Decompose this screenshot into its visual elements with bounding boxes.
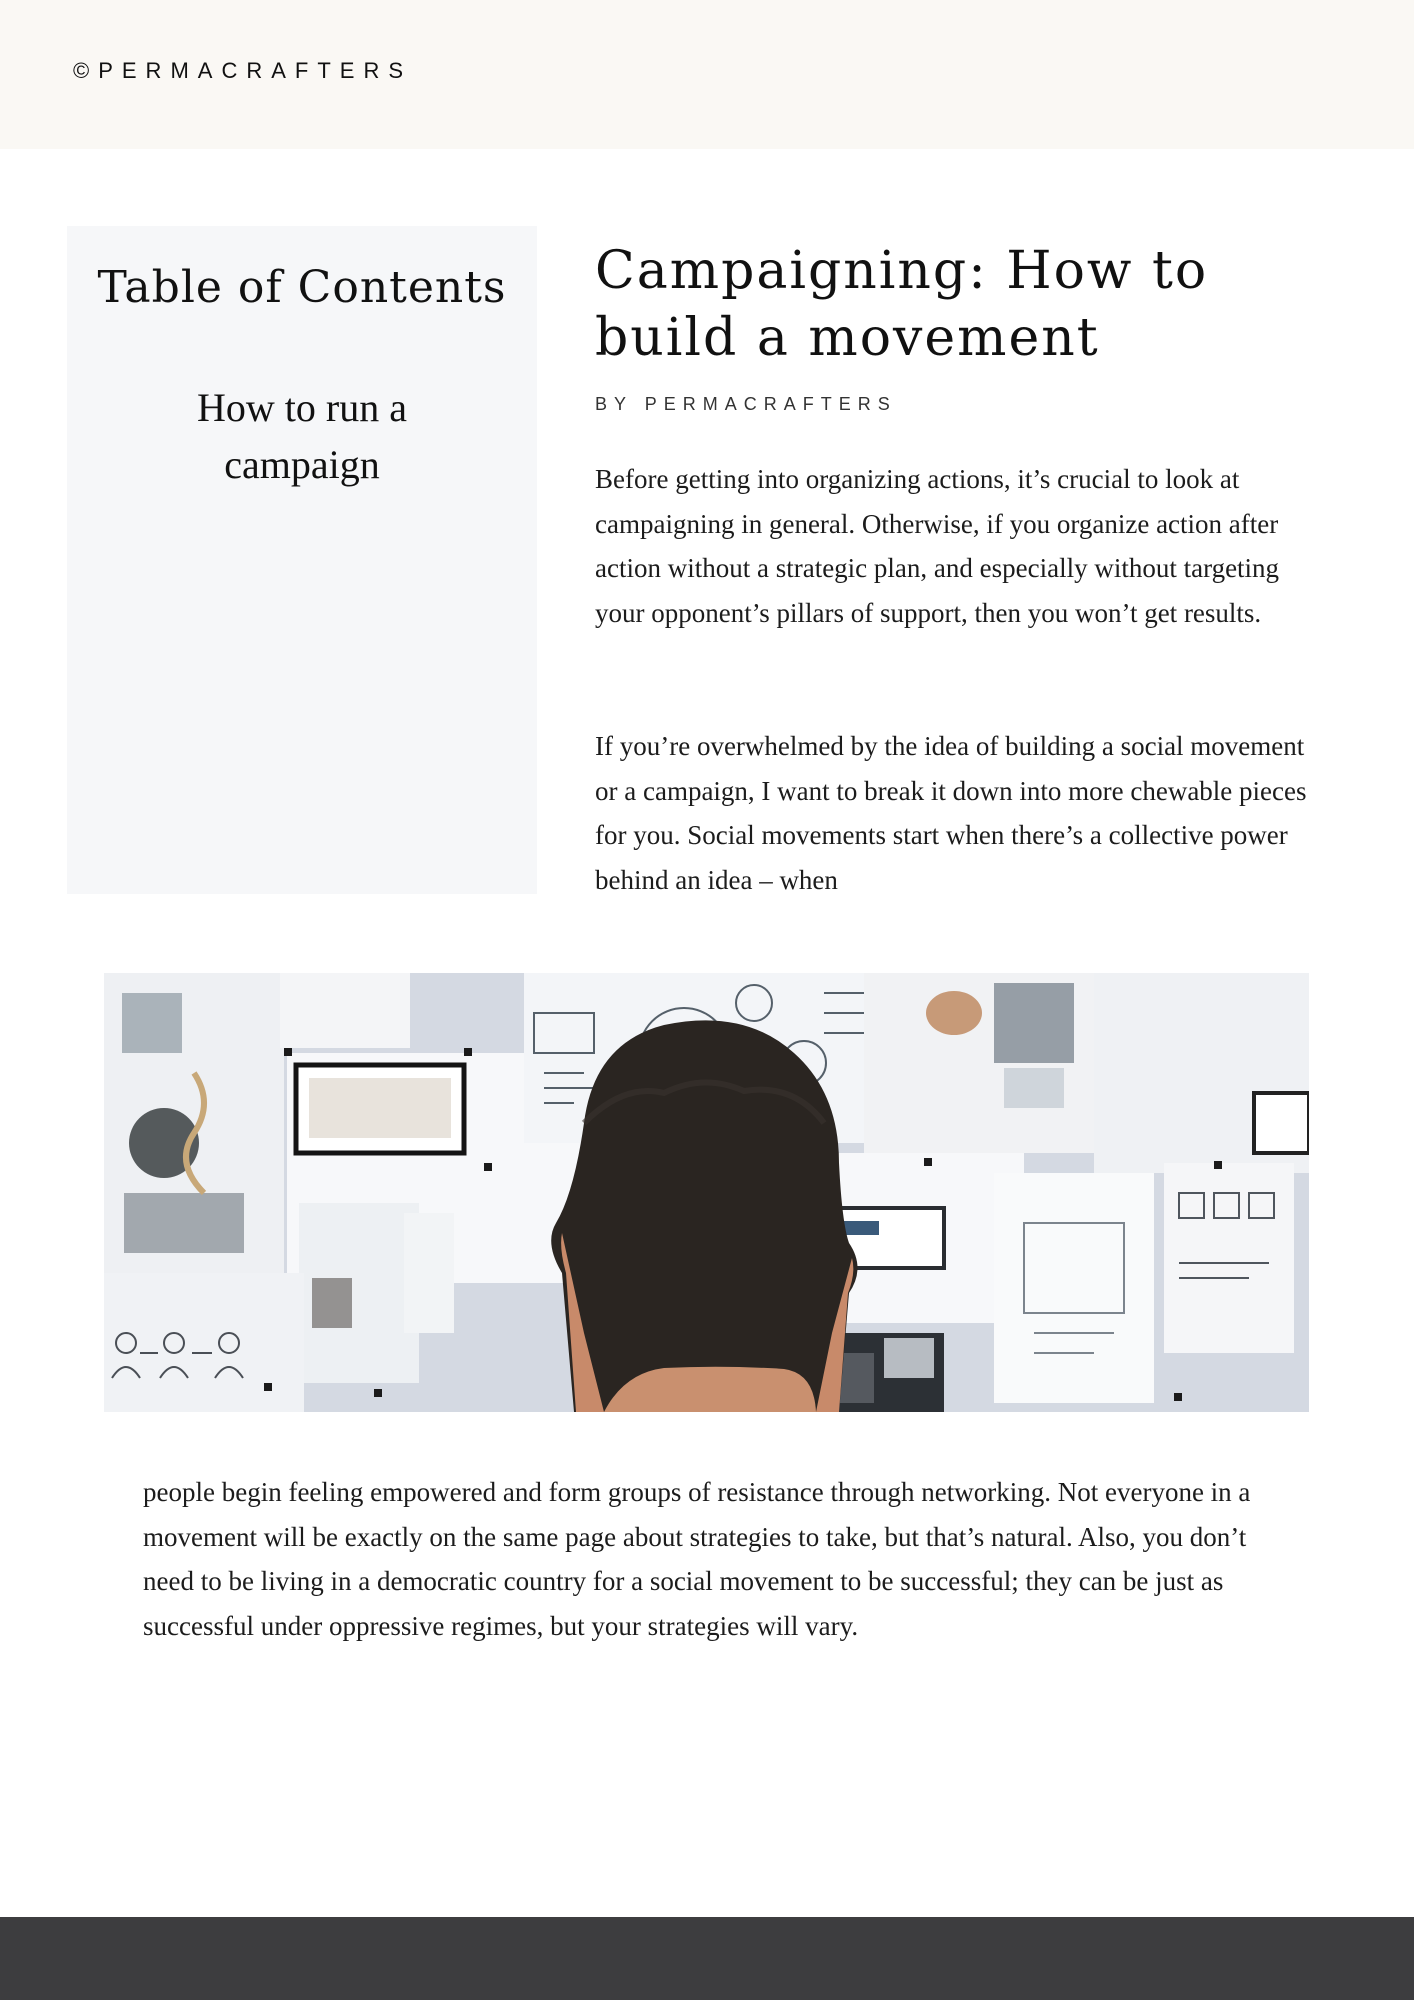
article-title: Campaigning: How to build a movement bbox=[595, 241, 1209, 368]
table-of-contents bbox=[67, 226, 537, 894]
toc-item-how-to-run-a-campaign[interactable]: How to run a campaign bbox=[197, 385, 407, 487]
article-paragraph: If you’re overwhelmed by the idea of building a social movement or a campaign, I want to break it down into more chewable pieces for you. Social movements start when there’s a collective power behind an idea – when bbox=[595, 731, 1307, 895]
article-byline: BY PERMACRAFTERS bbox=[595, 394, 897, 414]
article-paragraph: people begin feeling empowered and form groups of resistance through networking. Not everyone in a movement will be exactly on the same page about strategies to take, but that’s natural. Also, you don’t need to be living in a democratic country for a social movement to be successful; they can be just as successful under oppressive regimes, but your strategies will vary. bbox=[143, 1477, 1251, 1641]
toc-heading: Table of Contents bbox=[97, 262, 507, 313]
brand-logo-link[interactable]: ©PERMACRAFTERS bbox=[73, 58, 413, 83]
article-paragraph: Before getting into organizing actions, it’s crucial to look at campaigning in general. Otherwise, if you organize action after action without a strategic plan, and especially without targeting your opponent’s pillars of support, then you won’t get results. bbox=[595, 464, 1280, 628]
site-footer bbox=[0, 1917, 1414, 2000]
site-header bbox=[0, 0, 1414, 149]
hero-image bbox=[104, 973, 1309, 1412]
